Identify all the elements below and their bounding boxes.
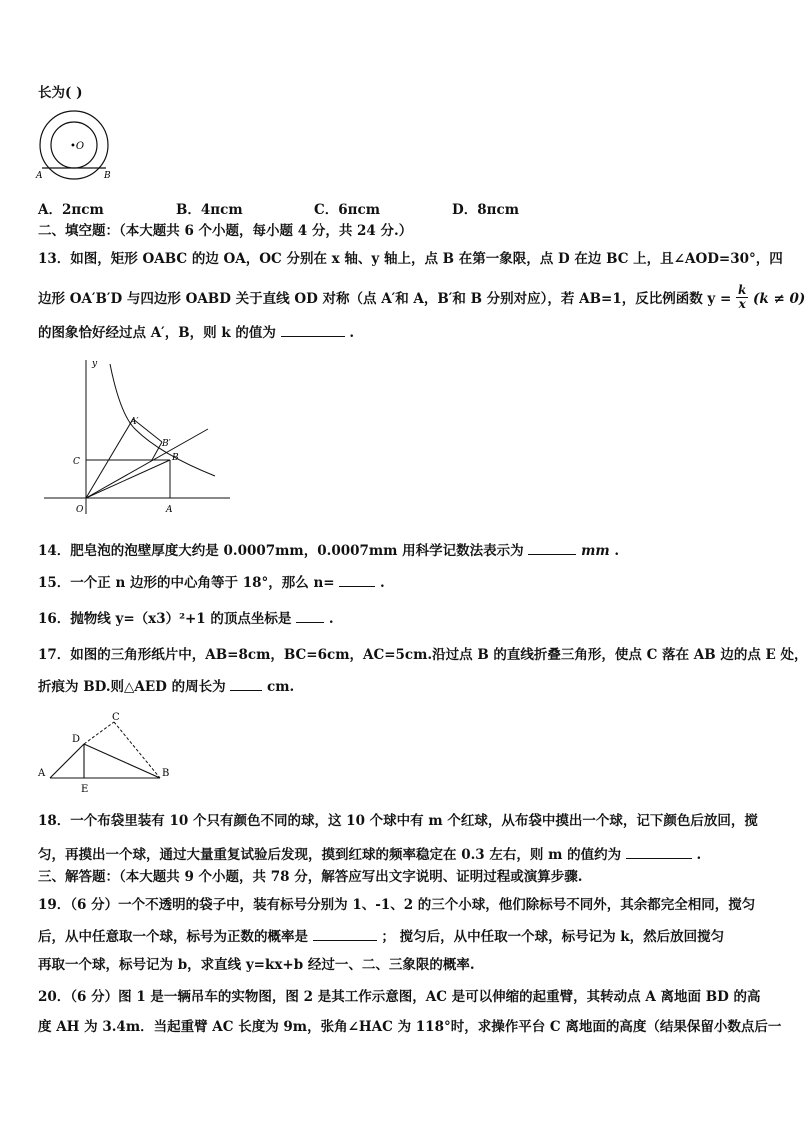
section3-heading: 三、解答题：（本大题共 9 个小题，共 78 分，解答应写出文字说明、证明过程或演算步骤.	[38, 869, 583, 885]
side-db	[84, 744, 160, 778]
q13-line3-text: 的图象恰好经过点 A′，B，则 k 的值为	[38, 325, 276, 341]
q18-line1: 18．一个布袋里装有 10 个只有颜色不同的球，这 10 个球中有 m 个红球，从布袋中摸出一个球，记下颜色后放回，搅	[38, 813, 758, 829]
q14-text: 14．肥皂泡的泡壁厚度大约是 0.0007mm，0.0007mm 用科学记数法表示为	[38, 543, 524, 559]
side-ad	[50, 744, 84, 778]
answer-blank-17[interactable]	[230, 676, 262, 691]
q20-line2: 度 AH 为 3.4m．当起重臂 AC 长度为 9m，张角∠HAC 为 118°时，求操作平台 C 离地面的高度（结果保留小数点后一	[38, 1019, 782, 1035]
option-c[interactable]: C．6πcm	[314, 202, 381, 218]
label-y: y	[92, 359, 98, 369]
q17-triangle-figure	[34, 710, 184, 796]
q17-line1: 17．如图的三角形纸片中，AB=8cm，BC=6cm，AC=5cm.沿过点 B 的直线折叠三角形，使点 C 落在 AB 边的点 E 处，	[38, 647, 808, 663]
q16-line	[38, 608, 334, 628]
q17-unit: cm.	[267, 679, 295, 695]
option-a[interactable]: A．2πcm	[38, 202, 104, 218]
q18-text: 匀，再摸出一个球，通过大量重复试验后发现，摸到红球的频率稳定在 0.3 左右，则 m 的值约为	[38, 847, 622, 863]
label-a-prime: A′	[130, 417, 139, 427]
fraction-denominator: x	[738, 297, 746, 311]
q19-text-cont: ； 搅匀后，从中任取一个球，标号记为 k，然后放回搅匀	[381, 929, 725, 945]
q16-end: .	[328, 611, 334, 627]
option-b[interactable]: B．4πcm	[176, 202, 243, 218]
q14-unit: mm	[581, 543, 610, 559]
label-e: E	[81, 784, 89, 795]
answer-blank-14[interactable]	[528, 540, 576, 555]
label-a: A	[38, 768, 46, 779]
dashed-cb	[114, 722, 160, 778]
q12-tail: 长为( )	[38, 85, 83, 101]
q15-line	[38, 572, 385, 592]
q19-text: 后，从中任意取一个球，标号为正数的概率是	[38, 929, 308, 945]
label-b: B	[162, 768, 170, 779]
q20-line1: 20．（6 分）图 1 是一辆吊车的实物图，图 2 是其工作示意图，AC 是可以伸缩的起重臂，其转动点 A 离地面 BD 的高	[38, 989, 761, 1005]
q14-line	[38, 540, 619, 560]
label-a: A	[36, 171, 43, 181]
segment-oa-prime	[86, 419, 133, 498]
fraction-k-over-x	[736, 284, 748, 311]
q17-text: 折痕为 BD.则△AED 的周长为	[38, 679, 226, 695]
answer-blank-15[interactable]	[339, 572, 375, 587]
answer-blank-16[interactable]	[296, 608, 324, 623]
dashed-dc	[84, 722, 114, 744]
q13-line1: 13．如图，矩形 OABC 的边 OA，OC 分别在 x 轴、y 轴上，点 B 在第一象限，点 D 在边 BC 上，且∠AOD=30°，四	[38, 251, 783, 267]
hyperbola-curve	[110, 364, 215, 476]
q19-line1: 19．（6 分）一个不透明的袋子中，装有标号分别为 1、-1、2 的三个小球，他们除标号不同外，其余都完全相同，搅匀	[38, 897, 756, 913]
label-b: B	[172, 453, 179, 463]
q15-end: .	[379, 575, 385, 591]
answer-blank-13[interactable]	[281, 322, 345, 337]
label-o: O	[76, 505, 84, 515]
answer-blank-18[interactable]	[626, 844, 692, 859]
q13-end: .	[349, 325, 355, 341]
q13-line3	[38, 322, 354, 342]
label-c: C	[73, 457, 80, 467]
option-d[interactable]: D．8πcm	[452, 202, 519, 218]
center-label: •O	[70, 141, 85, 152]
q19-line3: 再取一个球，标号记为 b，求直线 y=kx+b 经过一、二、三象限的概率.	[38, 957, 475, 973]
q18-line2	[38, 844, 701, 864]
q19-line2	[38, 926, 724, 946]
q14-end: .	[614, 543, 620, 559]
q13-line2-text: 边形 OA′B′D 与四边形 OABD 关于直线 OD 对称（点 A′和 A，B′和 B 分别对应），若 AB=1，反比例函数 y =	[38, 291, 732, 307]
q13-coordinate-figure	[40, 354, 236, 522]
label-c: C	[112, 712, 120, 723]
q12-circle-figure	[34, 110, 118, 182]
label-b-prime: B′	[162, 439, 171, 449]
label-b: B	[104, 171, 111, 181]
answer-blank-19[interactable]	[313, 926, 377, 941]
q17-line2	[38, 676, 294, 696]
q18-end: .	[696, 847, 702, 863]
section2-heading: 二、填空题：（本大题共 6 个小题，每小题 4 分，共 24 分.）	[38, 223, 413, 239]
label-a: A	[166, 505, 173, 515]
q15-text: 15．一个正 n 边形的中心角等于 18°，那么 n=	[38, 575, 335, 591]
segment-ob	[86, 460, 170, 498]
q13-condition: (k ≠ 0)	[753, 291, 806, 307]
label-d: D	[72, 734, 81, 745]
fraction-numerator: k	[737, 283, 747, 297]
q13-line2	[38, 283, 806, 313]
q16-text: 16．抛物线 y=（x3）²+1 的顶点坐标是	[38, 611, 292, 627]
